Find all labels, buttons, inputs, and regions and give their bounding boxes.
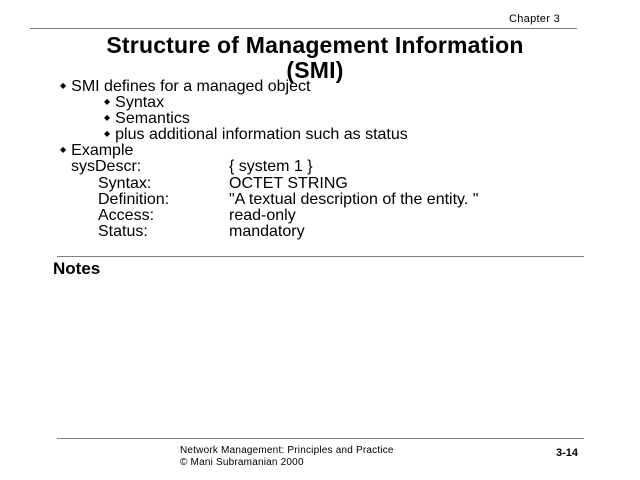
notes-rule <box>57 256 584 257</box>
bullet-text: Semantics <box>115 110 190 128</box>
chapter-label: Chapter 3 <box>509 13 561 25</box>
example-label: Definition: <box>98 191 170 208</box>
example-object-value: { system 1 } <box>229 158 313 175</box>
title-line-2: (SMI) <box>286 57 344 83</box>
bullet-text: Example <box>71 142 134 160</box>
bullet-icon: ◆ <box>60 81 67 90</box>
notes-heading: Notes <box>53 259 101 278</box>
bullet-icon: ◆ <box>60 145 67 154</box>
footer-rule <box>57 438 584 439</box>
sub-bullet-additional-info <box>104 126 408 144</box>
example-label: Status: <box>98 223 148 240</box>
page-number: 3-14 <box>556 447 579 459</box>
bullet-text: SMI defines for a managed object <box>71 78 311 96</box>
title-line-1: Structure of Management Information <box>106 32 524 58</box>
bullet-item-smi <box>60 78 310 96</box>
example-value: mandatory <box>229 223 305 240</box>
footer-copyright: © Mani Subramanian 2000 <box>180 457 304 468</box>
example-value: OCTET STRING <box>229 175 348 192</box>
bullet-text: Syntax <box>115 94 165 112</box>
example-value: "A textual description of the entity. " <box>229 191 479 208</box>
example-label: Access: <box>98 207 155 224</box>
slide-title <box>10 33 620 83</box>
bullet-text: plus additional information such as status <box>115 126 408 144</box>
footer-book-title: Network Management: Principles and Practice <box>180 445 394 456</box>
example-value: read-only <box>229 207 296 224</box>
top-rule <box>30 28 577 29</box>
example-label: Syntax: <box>98 175 152 192</box>
bullet-icon: ◆ <box>104 113 111 122</box>
bullet-icon: ◆ <box>104 129 111 138</box>
bullet-icon: ◆ <box>104 97 111 106</box>
example-object-label: sysDescr: <box>71 158 142 175</box>
footer-text <box>180 445 394 469</box>
